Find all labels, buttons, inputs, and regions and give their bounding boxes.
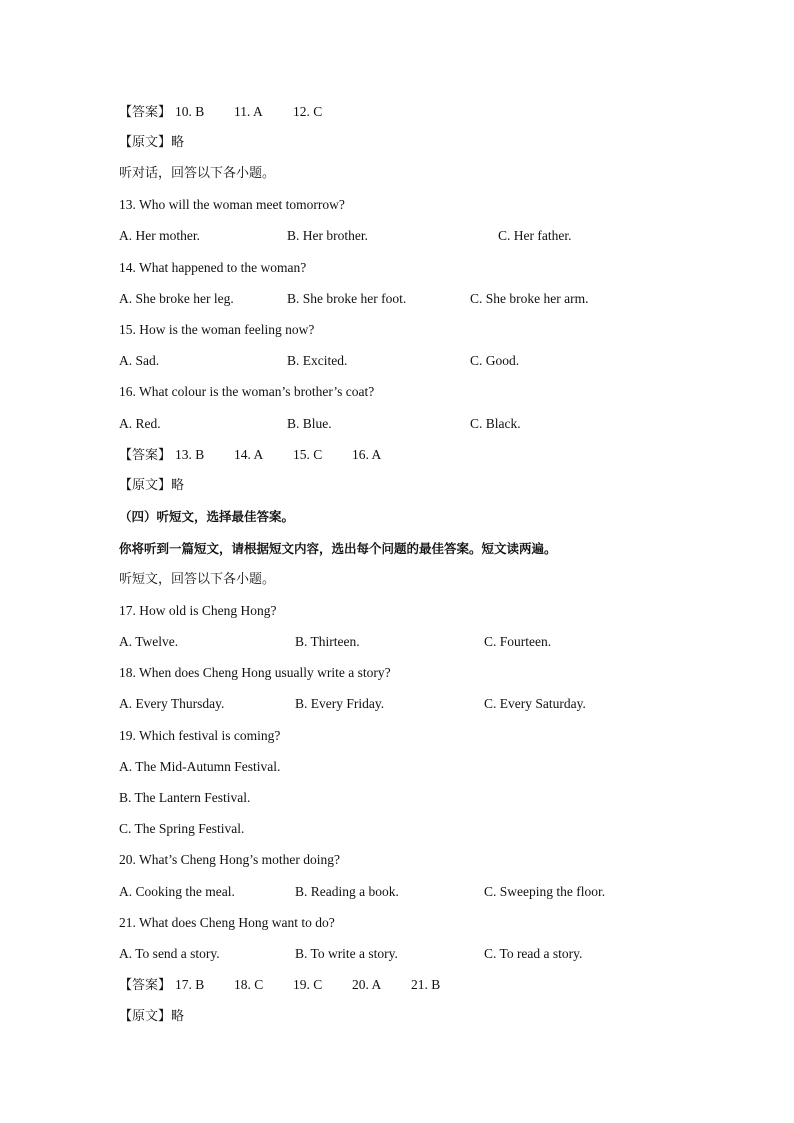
question-17: 17. How old is Cheng Hong? bbox=[119, 603, 277, 618]
section-intro-passage: 听短文，回答以下各小题。 bbox=[119, 572, 276, 587]
option-19-a: A. The Mid-Autumn Festival. bbox=[119, 759, 281, 774]
source-note-1: 【原文】略 bbox=[119, 135, 185, 150]
option-21-b: B. To write a story. bbox=[295, 946, 398, 961]
answer-label: 【答案】 bbox=[119, 448, 172, 463]
option-20-b: B. Reading a book. bbox=[295, 884, 399, 899]
answer-item: 12. C bbox=[293, 104, 323, 119]
option-16-a: A. Red. bbox=[119, 416, 161, 431]
option-18-a: A. Every Thursday. bbox=[119, 696, 225, 711]
question-21: 21. What does Cheng Hong want to do? bbox=[119, 915, 335, 930]
answer-label: 【答案】 bbox=[119, 978, 172, 993]
answer-item: 21. B bbox=[411, 977, 441, 992]
answer-item: 14. A bbox=[234, 447, 264, 462]
option-16-b: B. Blue. bbox=[287, 416, 332, 431]
source-note-3: 【原文】略 bbox=[119, 1009, 185, 1024]
option-15-a: A. Sad. bbox=[119, 353, 160, 368]
answer-item: 13. B bbox=[175, 447, 205, 462]
option-21-a: A. To send a story. bbox=[119, 946, 220, 961]
option-21-c: C. To read a story. bbox=[484, 946, 583, 961]
option-18-b: B. Every Friday. bbox=[295, 696, 385, 711]
option-14-b: B. She broke her foot. bbox=[287, 291, 407, 306]
answer-item: 17. B bbox=[175, 977, 205, 992]
option-17-c: C. Fourteen. bbox=[484, 634, 552, 649]
option-20-a: A. Cooking the meal. bbox=[119, 884, 235, 899]
source-note-2: 【原文】略 bbox=[119, 478, 185, 493]
answer-label: 【答案】 bbox=[119, 105, 172, 120]
part-instruction: 你将听到一篇短文，请根据短文内容，选出每个问题的最佳答案。短文读两遍。 bbox=[119, 541, 557, 556]
option-18-c: C. Every Saturday. bbox=[484, 696, 586, 711]
option-14-c: C. She broke her arm. bbox=[470, 291, 589, 306]
answer-item: 10. B bbox=[175, 104, 205, 119]
option-20-c: C. Sweeping the floor. bbox=[484, 884, 606, 899]
option-15-c: C. Good. bbox=[470, 353, 520, 368]
question-16: 16. What colour is the woman’s brother’s coat? bbox=[119, 384, 375, 399]
question-15: 15. How is the woman feeling now? bbox=[119, 322, 315, 337]
answer-item: 18. C bbox=[234, 977, 264, 992]
part-heading: （四）听短文，选择最佳答案。 bbox=[119, 509, 295, 524]
option-15-b: B. Excited. bbox=[287, 353, 348, 368]
question-19: 19. Which festival is coming? bbox=[119, 728, 281, 743]
question-18: 18. When does Cheng Hong usually write a story? bbox=[119, 665, 391, 680]
answer-item: 20. A bbox=[352, 977, 382, 992]
answer-item: 11. A bbox=[234, 104, 263, 119]
question-20: 20. What’s Cheng Hong’s mother doing? bbox=[119, 852, 340, 867]
option-13-c: C. Her father. bbox=[498, 228, 572, 243]
option-14-a: A. She broke her leg. bbox=[119, 291, 234, 306]
answer-item: 19. C bbox=[293, 977, 323, 992]
answer-item: 15. C bbox=[293, 447, 323, 462]
answer-line-2 bbox=[119, 446, 382, 465]
option-13-a: A. Her mother. bbox=[119, 228, 200, 243]
option-16-c: C. Black. bbox=[470, 416, 521, 431]
option-19-b: B. The Lantern Festival. bbox=[119, 790, 251, 805]
option-17-b: B. Thirteen. bbox=[295, 634, 360, 649]
section-intro-dialogue: 听对话，回答以下各小题。 bbox=[119, 166, 276, 181]
option-19-c: C. The Spring Festival. bbox=[119, 821, 245, 836]
question-13: 13. Who will the woman meet tomorrow? bbox=[119, 197, 345, 212]
option-17-a: A. Twelve. bbox=[119, 634, 179, 649]
question-14: 14. What happened to the woman? bbox=[119, 260, 307, 275]
answer-item: 16. A bbox=[352, 447, 382, 462]
answer-line-3 bbox=[119, 976, 441, 995]
answer-line-1 bbox=[119, 103, 323, 122]
option-13-b: B. Her brother. bbox=[287, 228, 368, 243]
